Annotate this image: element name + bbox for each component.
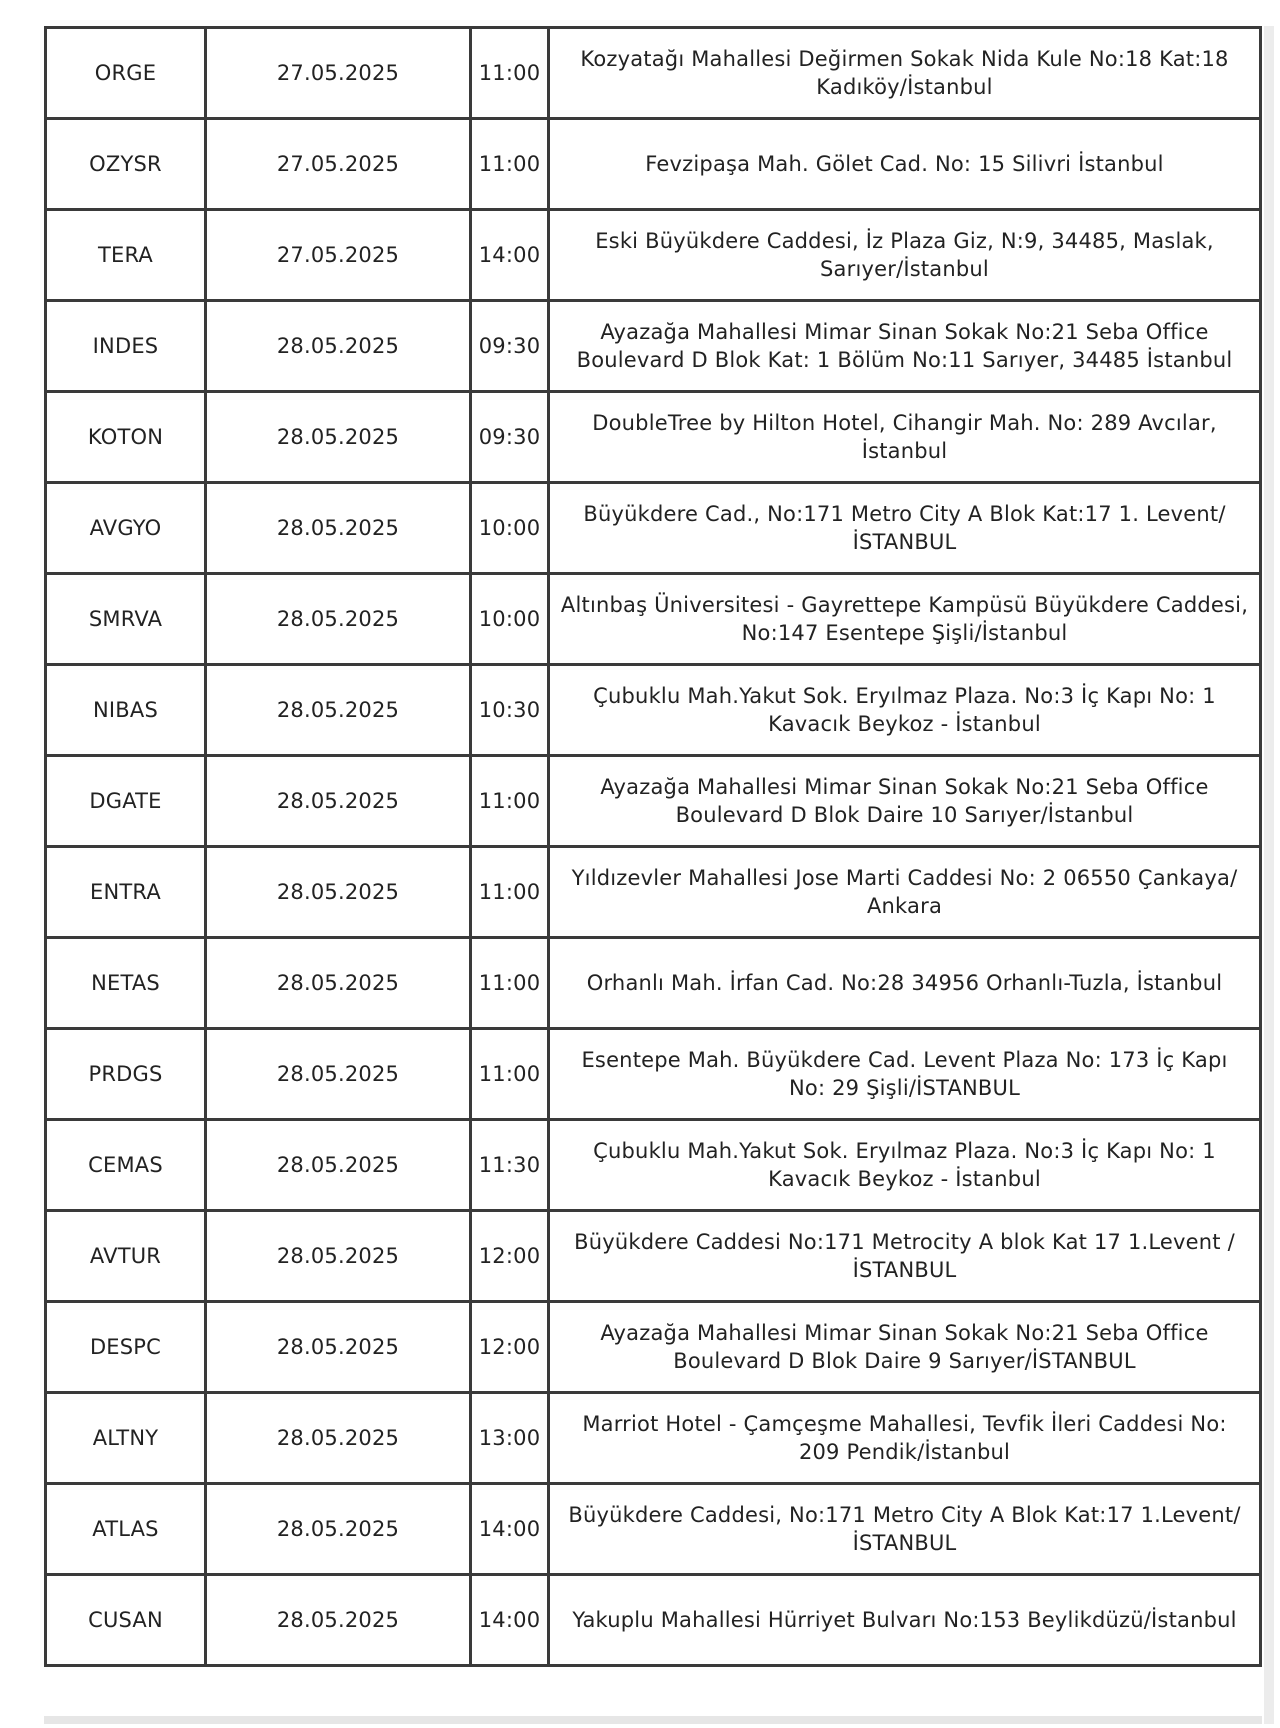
- company-code-cell: KOTON: [46, 392, 206, 483]
- company-code-cell: ENTRA: [46, 847, 206, 938]
- table-row: [46, 1302, 1261, 1393]
- meeting-time-cell: 10:00: [471, 483, 549, 574]
- meeting-time-cell: 14:00: [471, 1484, 549, 1575]
- meeting-address-cell: Esentepe Mah. Büyükdere Cad. Levent Plaza No: 173 İç Kapı No: 29 Şişli/İSTANBUL: [549, 1029, 1261, 1120]
- meeting-schedule-sheet: [44, 26, 1262, 1718]
- meeting-address-cell: Ayazağa Mahallesi Mimar Sinan Sokak No:21 Seba Office Boulevard D Blok Daire 10 Sarıyer/İstanbul: [549, 756, 1261, 847]
- meeting-address-cell: Altınbaş Üniversitesi - Gayrettepe Kampüsü Büyükdere Caddesi, No:147 Esentepe Şişli/İstanbul: [549, 574, 1261, 665]
- meeting-time-cell: 12:00: [471, 1302, 549, 1393]
- meeting-date-cell: 28.05.2025: [206, 1575, 471, 1666]
- meeting-address-cell: Çubuklu Mah.Yakut Sok. Eryılmaz Plaza. No:3 İç Kapı No: 1 Kavacık Beykoz - İstanbul: [549, 665, 1261, 756]
- meeting-time-cell: 12:00: [471, 1211, 549, 1302]
- meeting-time-cell: 11:00: [471, 28, 549, 119]
- meeting-date-cell: 28.05.2025: [206, 847, 471, 938]
- meeting-date-cell: 28.05.2025: [206, 1211, 471, 1302]
- meeting-address-cell: Yıldızevler Mahallesi Jose Marti Caddesi No: 2 06550 Çankaya/ Ankara: [549, 847, 1261, 938]
- table-row: [46, 28, 1261, 119]
- table-row: [46, 756, 1261, 847]
- meeting-date-cell: 28.05.2025: [206, 665, 471, 756]
- table-row: [46, 1211, 1261, 1302]
- company-code-cell: SMRVA: [46, 574, 206, 665]
- meeting-date-cell: 28.05.2025: [206, 1120, 471, 1211]
- meeting-time-cell: 11:00: [471, 1029, 549, 1120]
- meeting-address-cell: Eski Büyükdere Caddesi, İz Plaza Giz, N:9, 34485, Maslak, Sarıyer/İstanbul: [549, 210, 1261, 301]
- meeting-date-cell: 28.05.2025: [206, 756, 471, 847]
- meeting-time-cell: 10:00: [471, 574, 549, 665]
- meeting-date-cell: 28.05.2025: [206, 1302, 471, 1393]
- meeting-time-cell: 11:00: [471, 938, 549, 1029]
- table-row: [46, 392, 1261, 483]
- meeting-date-cell: 28.05.2025: [206, 1029, 471, 1120]
- meeting-time-cell: 11:00: [471, 847, 549, 938]
- meeting-time-cell: 13:00: [471, 1393, 549, 1484]
- table-row: [46, 574, 1261, 665]
- company-code-cell: NETAS: [46, 938, 206, 1029]
- table-row: [46, 1029, 1261, 1120]
- company-code-cell: ORGE: [46, 28, 206, 119]
- meeting-date-cell: 27.05.2025: [206, 210, 471, 301]
- meeting-address-cell: Kozyatağı Mahallesi Değirmen Sokak Nida Kule No:18 Kat:18 Kadıköy/İstanbul: [549, 28, 1261, 119]
- company-code-cell: NIBAS: [46, 665, 206, 756]
- meeting-schedule-table: [44, 26, 1262, 1667]
- meeting-address-cell: Orhanlı Mah. İrfan Cad. No:28 34956 Orhanlı-Tuzla, İstanbul: [549, 938, 1261, 1029]
- meeting-date-cell: 28.05.2025: [206, 1484, 471, 1575]
- page-edge-shadow: [1264, 26, 1274, 1724]
- meeting-address-cell: Marriot Hotel - Çamçeşme Mahallesi, Tevfik İleri Caddesi No: 209 Pendik/İstanbul: [549, 1393, 1261, 1484]
- meeting-time-cell: 14:00: [471, 1575, 549, 1666]
- meeting-time-cell: 14:00: [471, 210, 549, 301]
- company-code-cell: CUSAN: [46, 1575, 206, 1666]
- company-code-cell: INDES: [46, 301, 206, 392]
- table-row: [46, 1575, 1261, 1666]
- company-code-cell: DESPC: [46, 1302, 206, 1393]
- company-code-cell: AVGYO: [46, 483, 206, 574]
- table-row: [46, 847, 1261, 938]
- company-code-cell: DGATE: [46, 756, 206, 847]
- table-row: [46, 210, 1261, 301]
- meeting-date-cell: 28.05.2025: [206, 938, 471, 1029]
- meeting-date-cell: 27.05.2025: [206, 28, 471, 119]
- meeting-address-cell: Yakuplu Mahallesi Hürriyet Bulvarı No:153 Beylikdüzü/İstanbul: [549, 1575, 1261, 1666]
- schedule-table-body: [46, 28, 1261, 1666]
- meeting-time-cell: 09:30: [471, 392, 549, 483]
- company-code-cell: PRDGS: [46, 1029, 206, 1120]
- meeting-address-cell: Büyükdere Cad., No:171 Metro City A Blok Kat:17 1. Levent/İSTANBUL: [549, 483, 1261, 574]
- meeting-time-cell: 11:00: [471, 119, 549, 210]
- meeting-address-cell: DoubleTree by Hilton Hotel, Cihangir Mah. No: 289 Avcılar, İstanbul: [549, 392, 1261, 483]
- meeting-date-cell: 28.05.2025: [206, 301, 471, 392]
- meeting-date-cell: 27.05.2025: [206, 119, 471, 210]
- meeting-date-cell: 28.05.2025: [206, 1393, 471, 1484]
- company-code-cell: TERA: [46, 210, 206, 301]
- company-code-cell: AVTUR: [46, 1211, 206, 1302]
- meeting-address-cell: Fevzipaşa Mah. Gölet Cad. No: 15 Silivri İstanbul: [549, 119, 1261, 210]
- meeting-date-cell: 28.05.2025: [206, 574, 471, 665]
- table-row: [46, 1120, 1261, 1211]
- meeting-address-cell: Ayazağa Mahallesi Mimar Sinan Sokak No:21 Seba Office Boulevard D Blok Kat: 1 Bölüm No:11 Sarıyer, 34485 İstanbul: [549, 301, 1261, 392]
- meeting-time-cell: 11:00: [471, 756, 549, 847]
- company-code-cell: OZYSR: [46, 119, 206, 210]
- table-row: [46, 1484, 1261, 1575]
- table-row: [46, 483, 1261, 574]
- table-row: [46, 1393, 1261, 1484]
- meeting-address-cell: Büyükdere Caddesi No:171 Metrocity A blok Kat 17 1.Levent /İSTANBUL: [549, 1211, 1261, 1302]
- company-code-cell: ALTNY: [46, 1393, 206, 1484]
- meeting-address-cell: Çubuklu Mah.Yakut Sok. Eryılmaz Plaza. No:3 İç Kapı No: 1 Kavacık Beykoz - İstanbul: [549, 1120, 1261, 1211]
- table-row: [46, 938, 1261, 1029]
- meeting-date-cell: 28.05.2025: [206, 483, 471, 574]
- company-code-cell: ATLAS: [46, 1484, 206, 1575]
- meeting-time-cell: 09:30: [471, 301, 549, 392]
- meeting-time-cell: 11:30: [471, 1120, 549, 1211]
- table-row: [46, 665, 1261, 756]
- table-row: [46, 301, 1261, 392]
- meeting-time-cell: 10:30: [471, 665, 549, 756]
- company-code-cell: CEMAS: [46, 1120, 206, 1211]
- table-row: [46, 119, 1261, 210]
- meeting-address-cell: Ayazağa Mahallesi Mimar Sinan Sokak No:21 Seba Office Boulevard D Blok Daire 9 Sarıyer/İSTANBUL: [549, 1302, 1261, 1393]
- meeting-date-cell: 28.05.2025: [206, 392, 471, 483]
- meeting-address-cell: Büyükdere Caddesi, No:171 Metro City A Blok Kat:17 1.Levent/İSTANBUL: [549, 1484, 1261, 1575]
